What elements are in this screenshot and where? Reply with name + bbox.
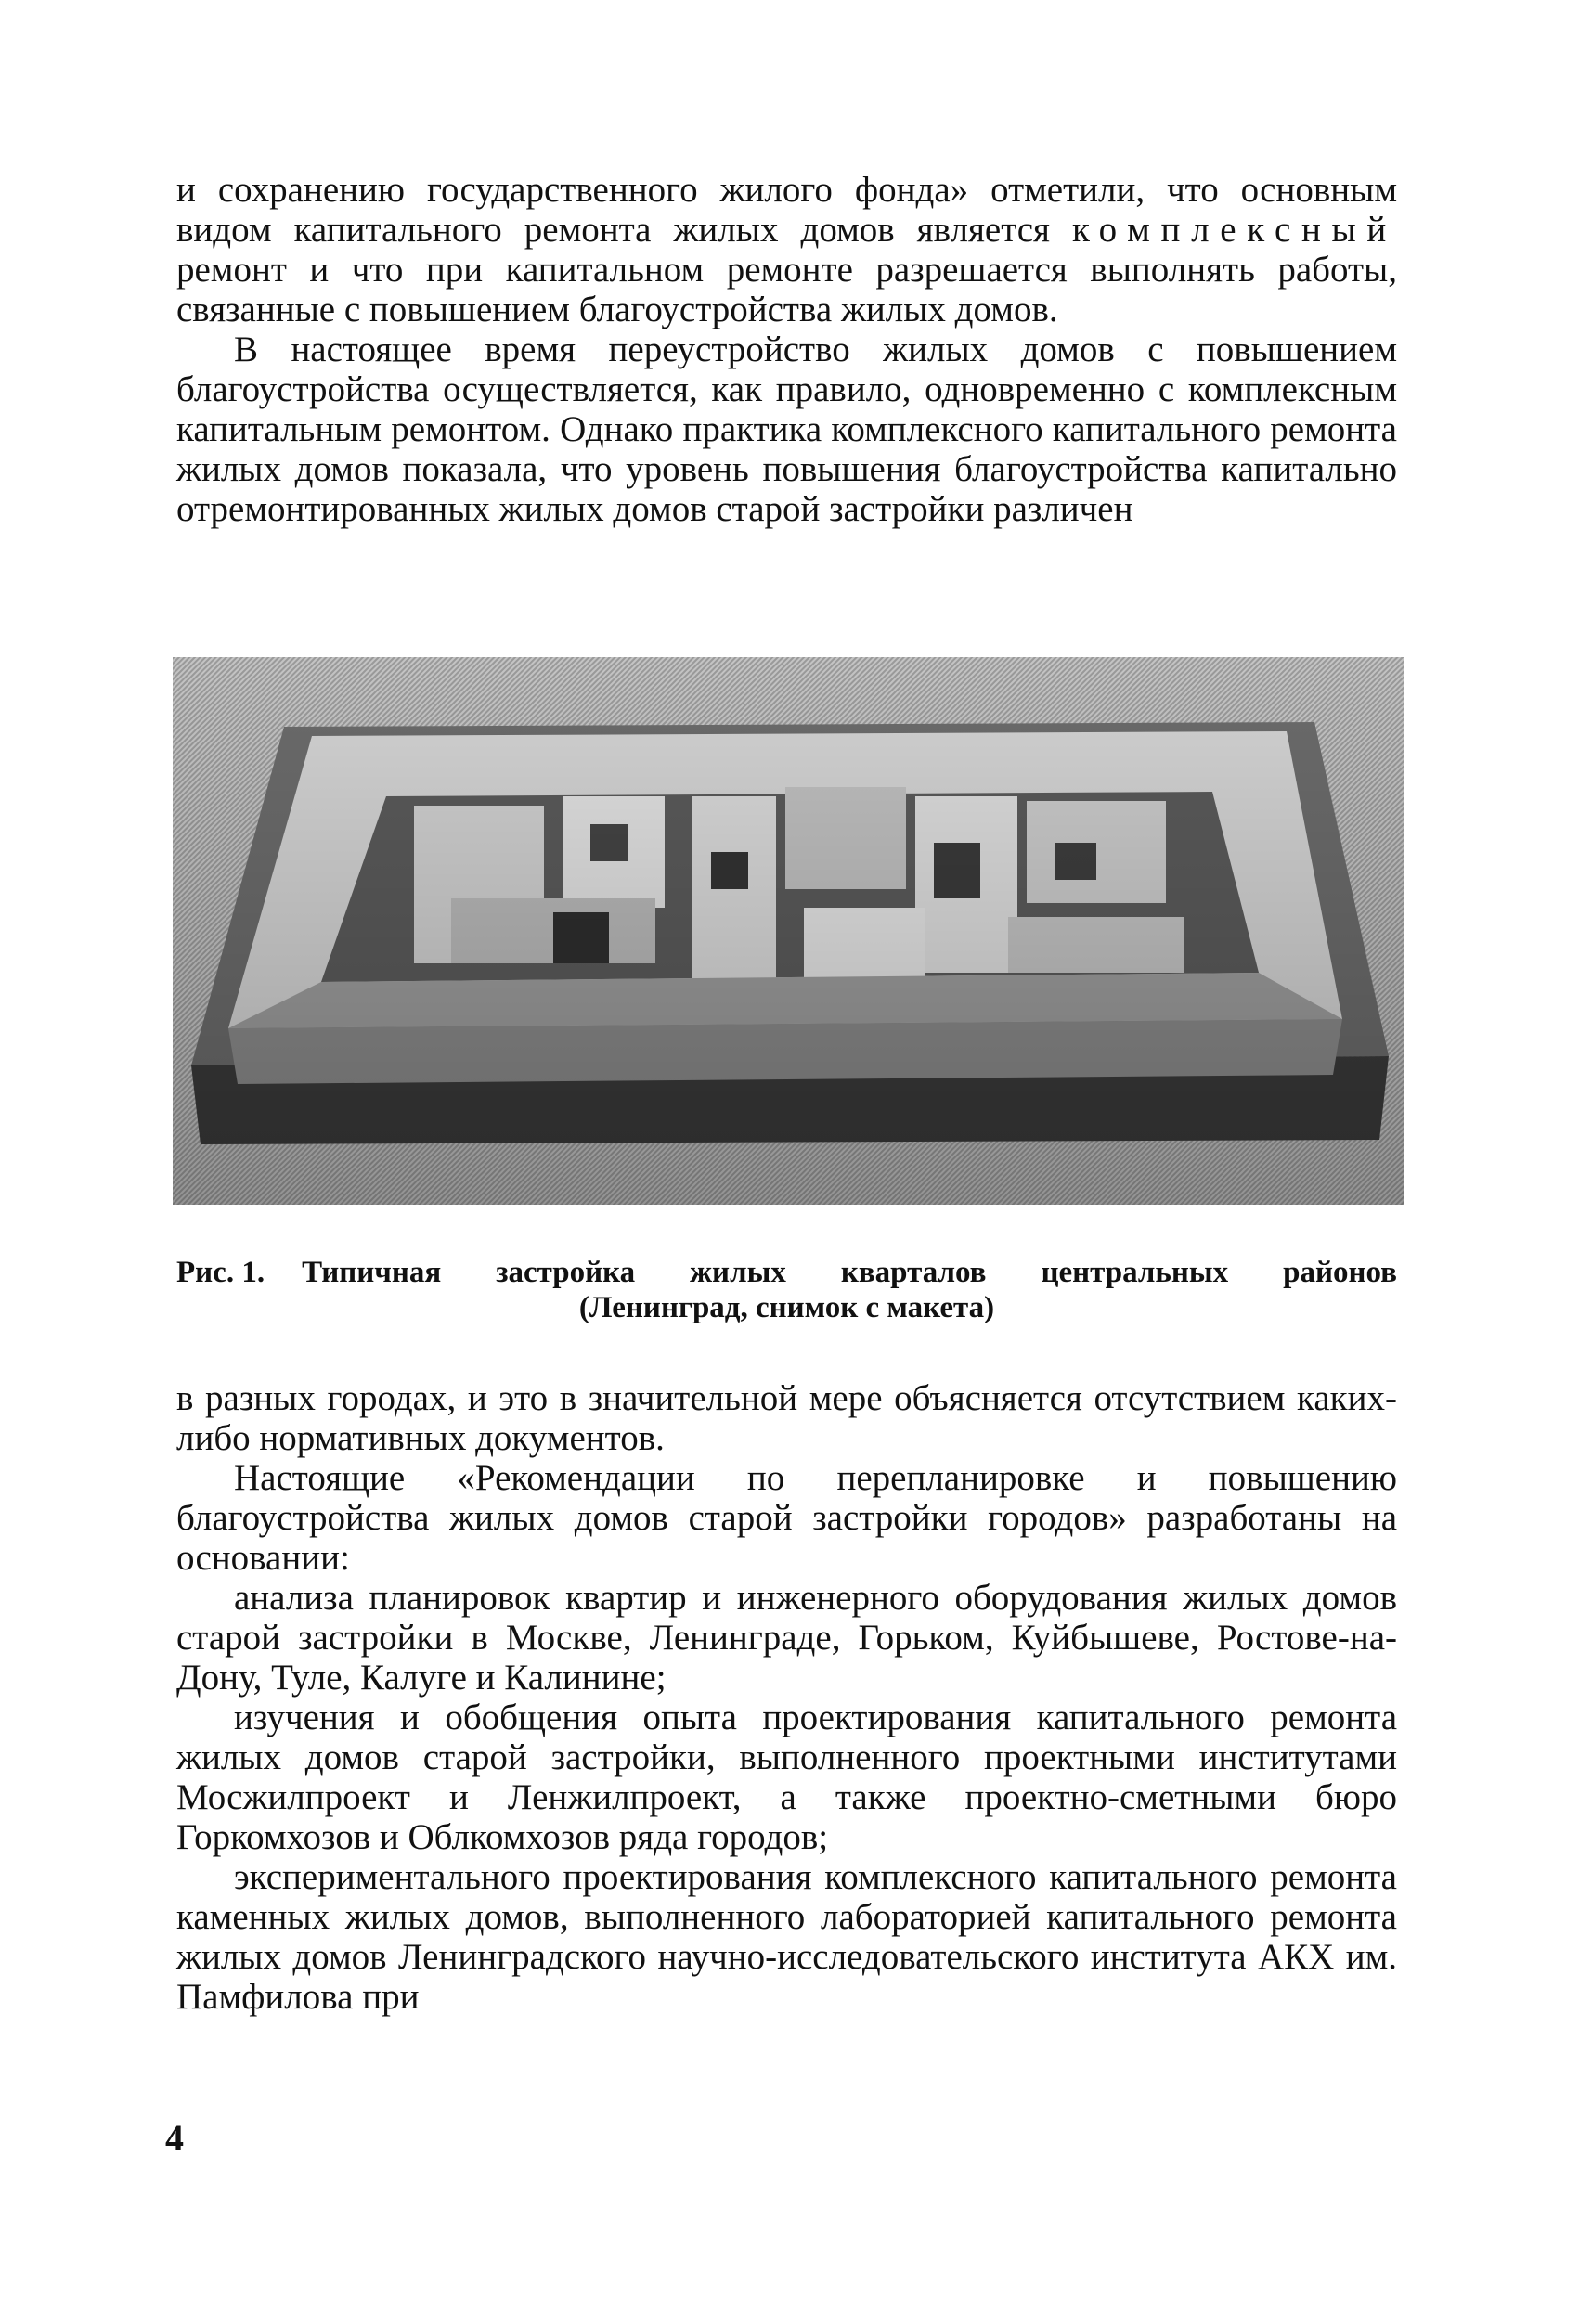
body-text-top [176,170,1397,529]
caption-line-1 [176,1255,1397,1290]
spaced-emphasis: комплексный [1072,210,1397,250]
paragraph: изучения и обобщения опыта проектирования капитального ремонта жилых домов старой застройки, выполненного проектными институтами Мосжилпроект и Ленжилпроект, а также проектно-сметными бюро Горкомхозов и Облкомхозов ряда городов; [176,1698,1397,1857]
caption-text: Типичная застройка жилых кварталов центральных районов [302,1256,1397,1289]
body-text-bottom [176,1378,1397,2017]
paragraph: В настоящее время переустройство жилых домов с повышением благоустройства осуществляется, как правило, одновременно с комплексным капитальным ремонтом. Однако практика комплексного капитального ремонта жилых домов показала, что уровень повышения благоустройства капитально отремонтированных жилых домов старой застройки различен [176,329,1397,529]
paragraph: в разных городах, и это в значительной мере объясняется отсутствием каких-либо нормативных документов. [176,1378,1397,1458]
caption-line-2: (Ленинград, снимок с макета) [578,1291,995,1324]
page-number: 4 [165,2117,184,2159]
building-model-photo [173,657,1404,1205]
figure-caption [176,1255,1397,1325]
paragraph: экспериментального проектирования комплексного капитального ремонта каменных жилых домов, выполненного лабораторией капитального ремонта жилых домов Ленинградского научно-исследовательского института АКХ им. Памфилова при [176,1857,1397,2017]
caption-label: Рис. 1. [176,1256,265,1289]
paragraph: и сохранению государственного жилого фонда» отметили, что основным видом капитального ремонта жилых домов является комплексный ремонт и что при капитальном ремонте разрешается выполнять работы, связанные с повышением благоустройства жилых домов. [176,170,1397,329]
paragraph: Настоящие «Рекомендации по перепланировке и повышению благоустройства жилых домов старой застройки городов» разработаны на основании: [176,1458,1397,1578]
figure-photo [173,657,1404,1205]
paragraph: анализа планировок квартир и инженерного оборудования жилых домов старой застройки в Москве, Ленинграде, Горьком, Куйбышеве, Ростове-на-Дону, Туле, Калуге и Калинине; [176,1578,1397,1698]
